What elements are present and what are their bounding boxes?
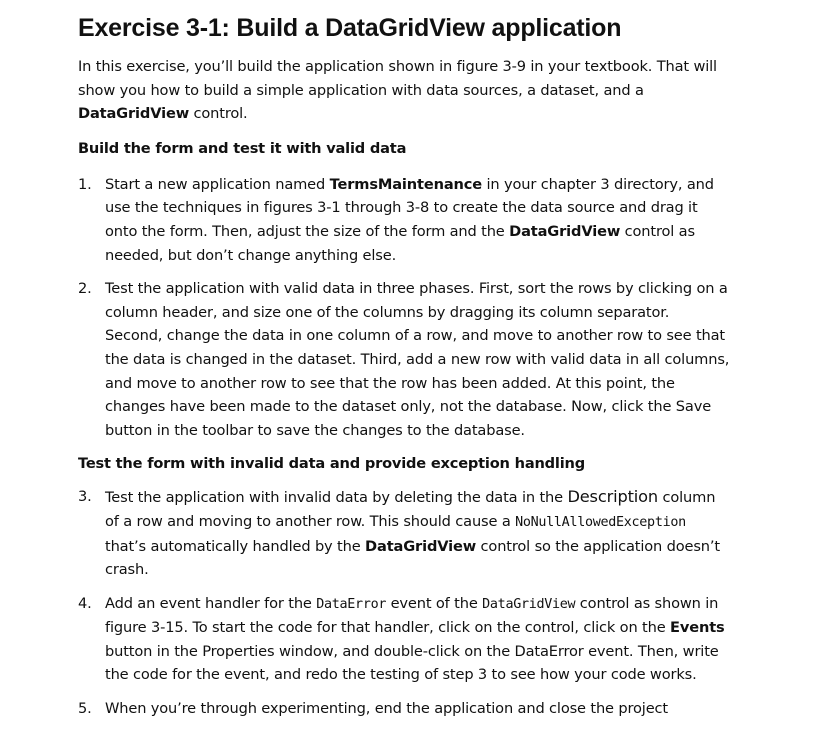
step-text-bold: DataGridView xyxy=(509,222,621,240)
step-text: event of the xyxy=(386,594,483,612)
document-page xyxy=(78,10,818,721)
intro-text-1: In this exercise, you’ll build the application shown in figure 3-9 in your textbook. That will show you how to build a simple application with data sources, a dataset, and a xyxy=(78,58,717,99)
step-item-4 xyxy=(78,592,730,687)
step-number: 5. xyxy=(78,700,92,718)
step-text: control so the application doesn’t crash. xyxy=(105,537,720,579)
intro-text-2: DataGridView xyxy=(78,105,190,123)
step-item-3 xyxy=(78,485,730,581)
step-text: control as needed, but don’t change anything else. xyxy=(105,222,695,264)
step-text: When you’re through experimenting, end the application and close the project xyxy=(105,700,668,718)
intro-paragraph xyxy=(78,55,738,126)
step-text-bold: TermsMaintenance xyxy=(329,175,483,193)
step-text-code: NoNullAllowedException xyxy=(515,514,686,530)
steps-list-2 xyxy=(78,485,818,720)
step-text-large: Description xyxy=(567,487,658,507)
step-number: 4. xyxy=(78,594,92,612)
step-text: Start a new application named xyxy=(105,175,330,193)
step-text: Test the application with invalid data by deleting the data in the xyxy=(105,489,568,507)
step-text: in your chapter 3 directory, and use the techniques in figures 3-1 through 3-8 to create the data source and drag it onto the form. Then, adjust the size of the form and the xyxy=(105,175,714,240)
step-text: Add an event handler for the xyxy=(105,594,317,612)
section-heading-test: Test the form with invalid data and provide exception handling xyxy=(78,455,585,473)
step-text-code: DataError xyxy=(316,596,387,612)
intro-text-3: control. xyxy=(189,105,248,123)
step-text-bold: DataGridView xyxy=(365,537,477,555)
step-text: Test the application with valid data in three phases. First, sort the rows by clicking on a column header, and size one of the columns by dragging its column separator. Second, change the data in one column of a row, and move to another row to see that the data is changed in the dataset. Third, add a new row with valid data in all columns, and move to another row to see that the row has been added. At this point, the changes have been made to the dataset only, not the database. Now, click the Save button in the toolbar to save the changes to the database. xyxy=(105,280,730,439)
step-text: button in the Properties window, and double-click on the DataError event. Then, write the code for the event, and redo the testing of step 3 to see how your code works. xyxy=(105,642,719,684)
step-item-2 xyxy=(78,277,730,442)
step-number: 2. xyxy=(78,280,92,298)
exercise-title: Exercise 3-1: Build a DataGridView application xyxy=(78,14,622,42)
step-text-bold: Events xyxy=(670,619,725,637)
step-number: 1. xyxy=(78,175,92,193)
step-item-1 xyxy=(78,173,730,267)
section-heading-build: Build the form and test it with valid data xyxy=(78,139,407,157)
step-item-5 xyxy=(78,697,730,721)
step-text-code: DataGridView xyxy=(482,596,576,612)
step-text: control as shown in figure 3-15. To start the code for that handler, click on the control, click on the xyxy=(105,594,719,637)
steps-list-1 xyxy=(78,173,818,443)
step-number: 3. xyxy=(78,488,92,506)
step-text: column of a row and moving to another row. This should cause a xyxy=(105,489,716,530)
step-text: that’s automatically handled by the xyxy=(105,537,366,555)
